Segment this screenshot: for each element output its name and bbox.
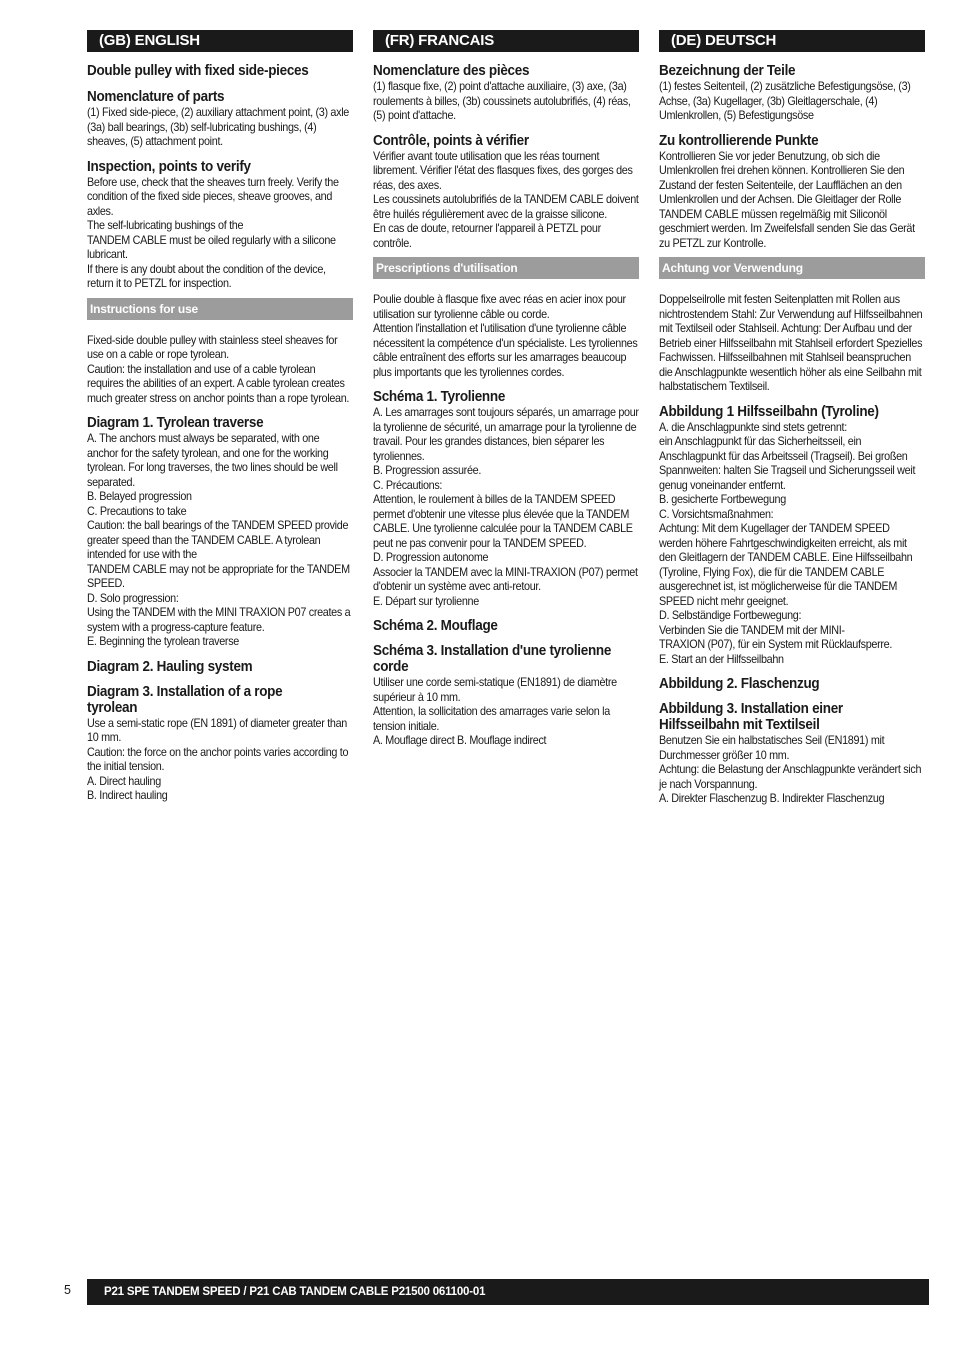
inspection-text: Before use, check that the sheaves turn freely. Verify the condition of the fixed side pieces, sheave grooves, and axles. The self-lubricating bushings of the TANDEM CABLE must be oiled regularly with a silicone lubricant. If there is any doubt about the condition of the device, return it to PETZL for inspection. — [87, 174, 339, 290]
diagram-3-heading: Diagram 3. Installation of a rope tyrolean — [87, 683, 283, 716]
english-column — [87, 30, 353, 810]
abbildung-3-heading: Abbildung 3. Installation einer Hilfsseilbahn mit Textilseil — [659, 701, 843, 733]
controle-text: Vérifier avant toute utilisation que les réas tournent librement. Vérifier l'état des flasques fixes, des gorges des réas, des axes. Les coussinets autolubrifiés de la TANDEM CABLE doivent être huilés régulièrement avec de la graisse silicone. En cas de doute, retourner l'appareil à PETZL pour contrôle. — [373, 148, 639, 250]
abbildung-1-heading: Abbildung 1 Hilfsseilbahn (Tyroline) — [659, 403, 879, 420]
footer-bar: P21 SPE TANDEM SPEED / P21 CAB TANDEM CABLE P21500 061100-01 — [87, 1279, 929, 1305]
diagram-1-text: A. The anchors must always be separated, with one anchor for the safety tyrolean, and one for the working tyrolean. For long traverses, the two lines should be well separated. B. Belayed progression C. Precautions to take Caution: the ball bearings of the TANDEM SPEED provide greater speed than the TANDEM CABLE. A tyrolean intended for use with the TANDEM CABLE may not be appropriate for the TANDEM SPEED. D. Solo progression: Using the TANDEM with the MINI TRAXION P07 creates a system with a progress-capture feature. E. Beginning the tyrolean traverse — [87, 431, 351, 648]
controle-heading: Contrôle, points à vérifier — [373, 132, 529, 149]
language-header-english: (GB) ENGLISH — [87, 30, 353, 52]
schema-1-text: A. Les amarrages sont toujours séparés, un amarrage pour la tyrolienne de sécurité, un amarrage pour la tyrolienne de travail. Pour les grandes distances, bien séparer les tyroliennes. B. Progression assurée. C. Précautions: Attention, le roulement à billes de la TANDEM SPEED permet d'obtenir une vitesse plus élevée que la TANDEM CABLE. Une tyrolienne calculée pour la TANDEM CABLE peut ne pas convenir pour la TANDEM SPEED. D. Progression autonome Associer la TANDEM avec la MINI-TRAXION (P07) permet d'obtenir un système avec anti-retour. E. Départ sur tyrolienne — [373, 405, 639, 608]
schema-3-heading: Schéma 3. Installation d'une tyrolienne corde — [373, 643, 612, 675]
achtung-text: Doppelseilrolle mit festen Seitenplatten mit Rollen aus nichtrostendem Stahl: Zur Verwendung auf Hilfsseilbahnen mit Textilseil oder Stahlseil. Achtung: Der Aufbau und der Betrieb einer Hilfsseilbahn mit Stahlseil erfordert Spezielles Fachwissen. Hilfsseilbahnen mit Stahlseil beanspruchen die Anschlagpunkte wesentlich höher als eine Seilbahn mit halbstatischem Textilseil. — [659, 292, 923, 393]
diagram-3-text: Use a semi-static rope (EN 1891) of diameter greater than 10 mm. Caution: the force on the anchor points varies according to the initial tension. A. Direct hauling B. Indirect hauling — [87, 715, 349, 802]
nomenclature-heading: Nomenclature des pièces — [373, 63, 530, 79]
punkte-heading: Zu kontrollierende Punkte — [659, 132, 819, 149]
inspection-heading: Inspection, points to verify — [87, 158, 251, 175]
achtung-section-bar: Achtung vor Verwendung — [659, 257, 925, 279]
prescriptions-text: Poulie double à flasque fixe avec réas en acier inox pour utilisation sur tyrolienne câble ou corde. Attention l'installation et l'utilisation d'une tyrolienne câble nécessitent la compétence d'un spécialiste. Les tyroliennes câble entraînent des efforts sur les amarrages beaucoup plus importants que les tyroliennes cordes. — [373, 292, 638, 379]
diagram-1-heading: Diagram 1. Tyrolean traverse — [87, 415, 264, 431]
french-column — [373, 30, 639, 755]
abbildung-2-heading: Abbildung 2. Flaschenzug — [659, 676, 820, 692]
prescriptions-section-bar: Prescriptions d'utilisation — [373, 257, 639, 279]
nomenclature-text: (1) Fixed side-piece, (2) auxiliary attachment point, (3) axle (3a) ball bearings, (3b) self-lubricating bushings, (4) sheaves, (5) attachment point. — [87, 105, 349, 148]
schema-2-heading: Schéma 2. Mouflage — [373, 618, 498, 634]
abbildung-1-text: A. die Anschlagpunkte sind stets getrennt: ein Anschlagpunkt für das Sicherheitsseil, ein Anschlagpunkt für das Arbeitsseil (Tragseil). Bei großen Spannweiten: halten Sie Tragseil und Sicherungsseil weit genug voneinander entfernt. B. gesicherte Fortbewegung C. Vorsichtsmaßnahmen: Achtung: Mit dem Kugellager der TANDEM SPEED werden höhere Fahrtgeschwindigkeiten erreicht, als mit den Gleitlagern der TANDEM CABLE. Eine Hilfsseilbahn (Tyroline, Flying Fox), die für die TANDEM CABLE ausgerechnet ist, ist möglicherweise für die TANDEM SPEED nicht mehr geeignet. D. Selbständige Fortbewegung: Verbinden Sie die TANDEM mit der MINI- TRAXION (P07), für ein System mit Rücklaufsperre. E. Start an der Hilfsseilbahn — [659, 419, 916, 666]
language-header-german: (DE) DEUTSCH — [659, 30, 925, 52]
page-number: 5 — [64, 1283, 71, 1297]
german-column — [659, 30, 925, 813]
schema-1-heading: Schéma 1. Tyrolienne — [373, 389, 506, 405]
bezeichnung-heading: Bezeichnung der Teile — [659, 63, 796, 79]
punkte-text: Kontrollieren Sie vor jeder Benutzung, ob sich die Umlenkrollen frei drehen können. Kontrollieren Sie den Zustand der festen Seitenteile, der Laufflächen an den Umlenkrollen und der Achsen. Die Gleitlager der Rolle TANDEM CABLE müssen regelmäßig mit Siliconöl geschmiert werden. Im Zweifelsfall senden Sie das Gerät zu PETZL zur Kontrolle. — [659, 148, 915, 250]
language-header-french: (FR) FRANCAIS — [373, 30, 639, 52]
schema-3-text: Utiliser une corde semi-statique (EN1891) de diamètre supérieur à 10 mm. Attention, la sollicitation des amarrages varie selon la tension initiale. A. Mouflage direct B. Mouflage indirect — [373, 675, 617, 747]
instructions-text: Fixed-side double pulley with stainless steel sheaves for use on a cable or rope tyrolean. Caution: the installation and use of a cable tyrolean requires the abilities of an expert. A cable tyrolean creates much greater stress on anchor points than a rope tyrolean. — [87, 332, 350, 405]
bezeichnung-text: (1) festes Seitenteil, (2) zusätzliche Befestigungsöse, (3) Achse, (3a) Kugellager, (3b) Gleitlagerschale, (4) Umlenkrollen, (5) Befestigungsöse — [659, 79, 911, 122]
instructions-section-bar: Instructions for use — [87, 298, 353, 320]
nomenclature-text: (1) flasque fixe, (2) point d'attache auxiliaire, (3) axe, (3a) roulements à billes, (3b) coussinets autolubrifiés, (4) réas, (5) point d'attache. — [373, 79, 631, 122]
diagram-2-heading: Diagram 2. Hauling system — [87, 658, 253, 675]
product-title: Double pulley with fixed side-pieces — [87, 63, 309, 79]
abbildung-3-text: Benutzen Sie ein halbstatisches Seil (EN1891) mit Durchmesser größer 10 mm. Achtung: die Belastung der Anschlagpunkte verändert sich je nach Vorspannung. A. Direkter Flaschenzug B. Indirekter Flaschenzug — [659, 733, 922, 805]
nomenclature-heading: Nomenclature of parts — [87, 89, 225, 105]
